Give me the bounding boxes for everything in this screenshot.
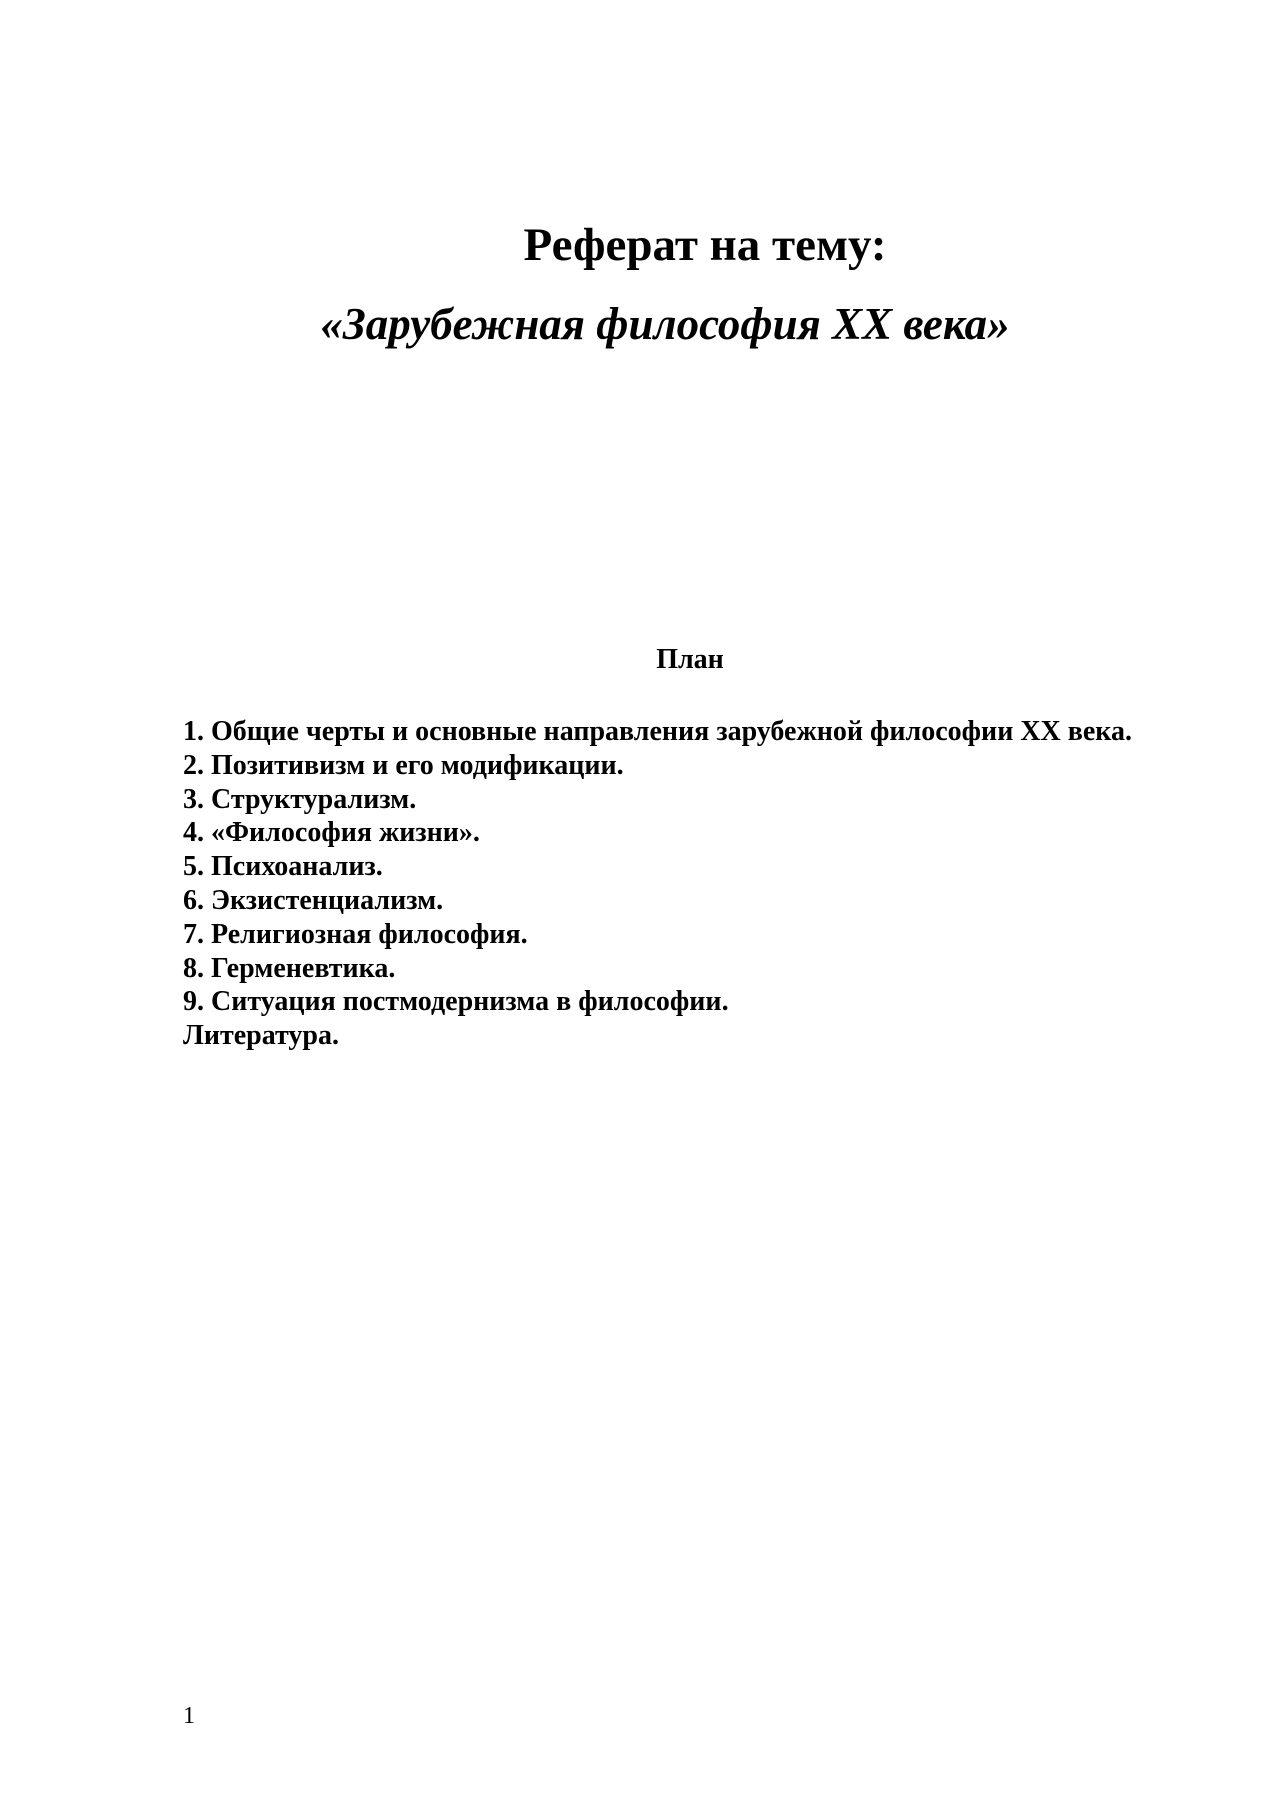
plan-item: 1. Общие черты и основные направления зарубежной философии XX века. [183, 716, 1133, 747]
plan-item: 6. Экзистенциализм. [183, 884, 444, 916]
plan-item: 8. Герменевтика. [183, 952, 396, 984]
plan-item: 7. Религиозная философия. [183, 918, 528, 950]
plan-item: 3. Структурализм. [183, 783, 417, 815]
plan-item: 5. Психоанализ. [183, 851, 383, 883]
plan-item: 4. «Философия жизни». [183, 817, 480, 849]
plan-item: 2. Позитивизм и его модификации. [183, 749, 624, 781]
plan-item: 9. Ситуация постмодернизма в философии. [183, 986, 729, 1018]
page-number: 1 [183, 1703, 195, 1729]
plan-list [183, 715, 1196, 1053]
plan-heading: План [656, 644, 724, 675]
document-title: Реферат на тему: [523, 219, 887, 271]
document-subtitle: «Зарубежная философия XX века» [320, 299, 1010, 349]
plan-item: Литература. [183, 1020, 339, 1052]
